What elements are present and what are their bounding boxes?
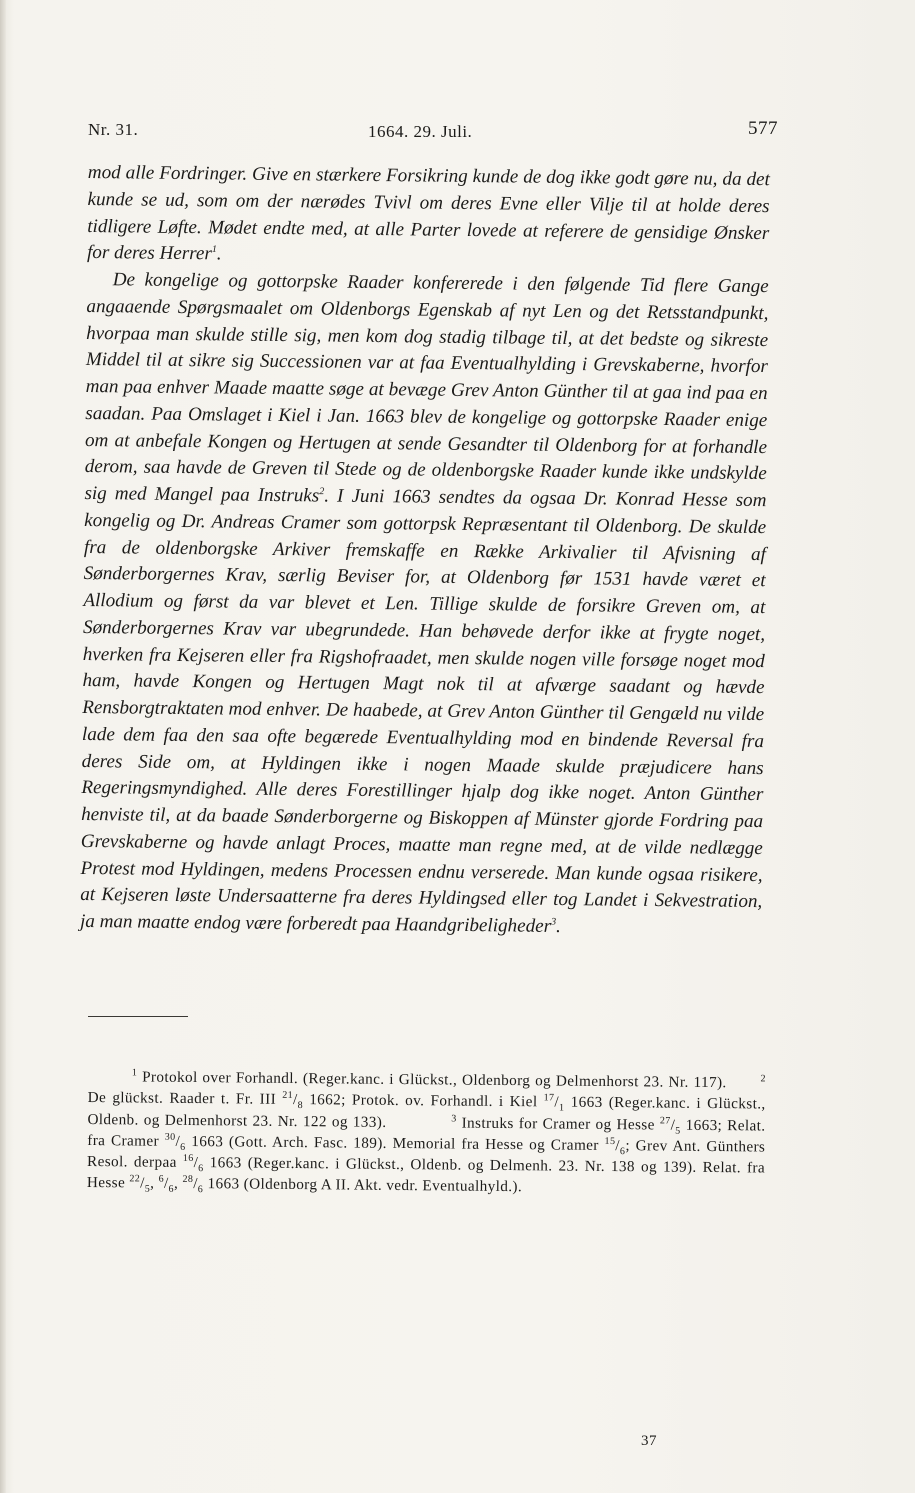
- paragraph-1: mod alle Fordringer. Give en stærkere Forsikring kunde de dog ikke godt gøre nu, da det kunde se ud, som om der nærødes Tvivl om deres Evne eller Vilje til at holde deres tidligere Løfte. Mødet endte med, at alle Parter lovede at referere de gensidige Ønsker for deres Herrer$^1$.: [86, 161, 770, 265]
- document-date: 1664. 29. Juli.: [368, 122, 473, 141]
- paragraph-2: De kongelige og gottorpske Raader konfererede i den følgende Tid flere Gange angaaende Spørgsmaalet om Oldenborgs Egenskab af nyt Len og det Retsstandpunkt, hvorpaa man skulde stille sig, men kom dog stadig tilbage til, at det bedste og sikreste Middel til at sikre sig Successionen var at faa Eventualhylding i Grevskaberne, hvorfor man paa enhver Maade maatte søge at bevæge Grev Anton Günther til at gaa ind paa en saadan. Paa Omslaget i Kiel i Jan. 1663 blev de kongelige og gottorpske Raader enige om at anbefale Kongen og Hertugen at sende Gesandter til Oldenborg for at forhandle derom, saa havde de Greven til Stede og de oldenborgske Raader kunde ikke undskylde sig med Mangel paa Instruks$^2$. I Juni 1663 sendtes da ogsaa Dr. Konrad Hesse som kongelig og Dr. Andreas Cramer som gottorpsk Repræsentant til Oldenborg. De skulde fra de oldenborgske Arkiver fremskaffe en Række Arkivalier til Afvisning af Sønderborgernes Krav, særlig Beviser for, at Oldenborg før 1531 havde været et Allodium og først da var blevet et Len. Tillige skulde de forsikre Greven om, at Sønderborgernes Krav var ubegrundede. Han behøvede derfor ikke at frygte noget, hverken fra Kejseren eller fra Rigshofraadet, men skulde nogen ville forsøge noget mod ham, havde Kongen og Hertugen Magt nok til at afværge saadant og hævde Rensborgtraktaten mod enhver. De haabede, at Grev Anton Günther til Gengæld nu vilde lade dem faa den saa ofte begærede Eventualhylding mod en bindende Reversal fra deres Side om, at Hyldingen ikke i nogen Maade skulde præjudicere hans Regeringsmyndighed. Alle deres Forestillinger hjalp dog ikke noget. Anton Günther henviste til, at da baade Sønderborgerne og Biskoppen af Münster gjorde Fordring paa Grevskaberne og havde anlagt Proces, maatte man regne med, at de vilde nedlægge Protest mod Hyldingen, medens Processen endnu verserede. Man kunde ogsaa risikere, at Kejseren løste Undersaatterne fra deres Hyldingsed eller tog Landet i Sekvestration, ja man maatte endog være forberedt paa Haandgribeligheder$^3$.: [79, 269, 769, 937]
- footnote-3: Instruks for Cramer og Hesse: [461, 1114, 655, 1134]
- footnote-mark-2: 2: [760, 1073, 766, 1085]
- footnote-mark-1: 1: [131, 1067, 138, 1079]
- footnote-rule: [88, 1016, 188, 1017]
- document-number: Nr. 31.: [88, 120, 139, 139]
- body-text: [80, 160, 770, 943]
- footnotes: [87, 1066, 766, 1200]
- note-ref-1: 1: [211, 244, 217, 256]
- footnote-mark-3: 3: [451, 1113, 457, 1125]
- signature-mark: 37: [641, 1433, 657, 1449]
- footnote-1: Protokol over Forhandl. (Reger.kanc. i Glückst., Oldenborg og Delmenhorst 23. Nr. 117).: [142, 1068, 727, 1092]
- note-ref-2: 2: [319, 486, 325, 498]
- running-header: [88, 118, 778, 146]
- footnote-block: $^1$ Protokol over Forhandl. (Reger.kanc. i Glückst., Oldenborg og Delmenhorst 23. Nr. 117). $^2$ De glückst. Raader t. Fr. III $^{21}/_8$ 1662; Protok. ov. Forhandl. i Kiel $^{17}/_1$ 1663 (Reger.kanc. i Glückst., Oldenb. og Delmenhorst 23. Nr. 122 og 133). $^3$ Instruks for Cramer og Hesse $^{27}/_5$ 1663; Relat. fra Cramer $^{30}/_6$ 1663 (Gott. Arch. Fasc. 189). Memorial fra Hesse og Cramer $^{15}/_6$; Grev Ant. Günthers Resol. derpaa $^{16}/_6$ 1663 (Reger.kanc. i Glückst., Oldenb. og Delmenh. 23. Nr. 138 og 139). Relat. fra Hesse $^{22}/_5$, $^6/_6$, $^{28}/_6$ 1663 (Oldenborg A II. Akt. vedr. Eventualhyld.).: [86, 1067, 766, 1196]
- binding-edge: [0, 0, 6, 1493]
- note-ref-3: 3: [551, 916, 557, 928]
- footnote-2: De glückst. Raader t. Fr. III: [87, 1089, 277, 1109]
- page-number: 577: [748, 118, 778, 139]
